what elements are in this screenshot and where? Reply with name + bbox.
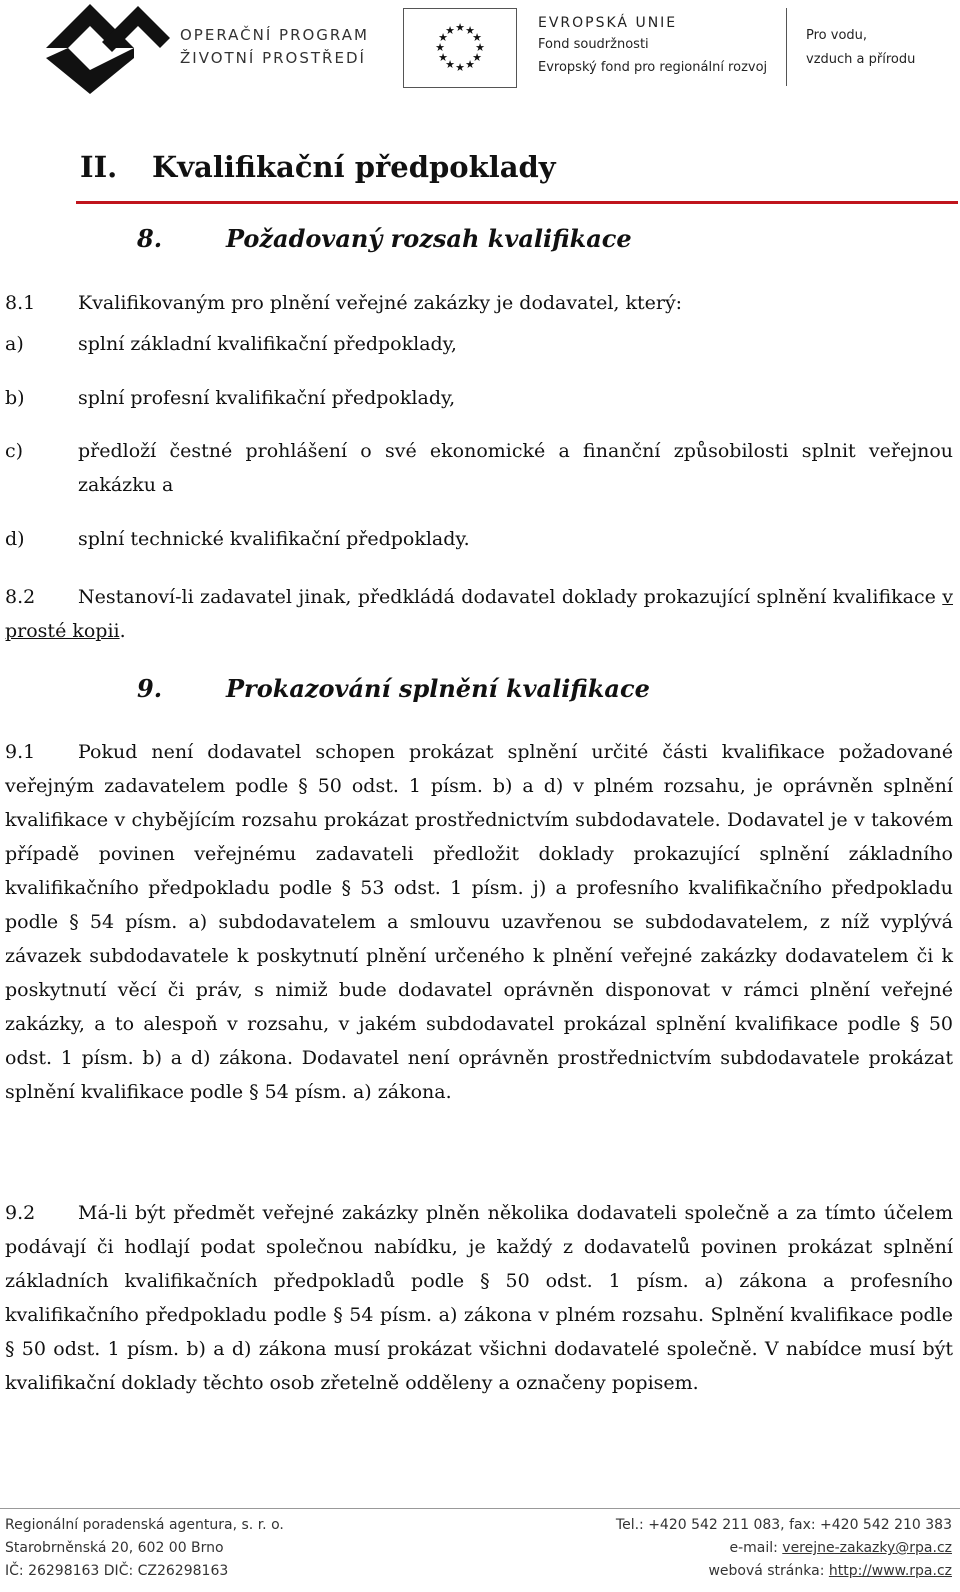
footer-divider	[0, 1508, 960, 1509]
section-8-number: 8.	[137, 224, 163, 253]
header-divider	[786, 8, 787, 86]
svg-text:★: ★	[438, 51, 448, 64]
paragraph-text: Pokud není dodavatel schopen prokázat splnění určité části kvalifikace požadované veřejným zadavatelem podle § 50 odst. 1 písm. b) a d) v plném rozsahu, je oprávněn splnění kvalifikace v chybějícím rozsahu prokázat prostřednictvím subdodavatele. Dodavatel je v takovém případě povinen veřejnému zadavateli předložit doklady prokazující splnění základního kvalifikačního předpokladu podle § 53 odst. 1 písm. j) a profesního kvalifikačního předpokladu podle § 54 písm. a) subdodavatelem a smlouvu uzavřenou se subdodavatelem, z níž vyplývá závazek subdodavatele k poskytnutí plnění určeného k plnění veřejné zakázky dodavatelem či k poskytnutí věcí či práv, s nimiž bude dodavatel oprávněn disponovat v rámci plnění veřejné zakázky, a to alespoň v rozsahu, v jakém subdodavatel prokázal splnění kvalifikace podle § 50 odst. 1 písm. b) a d) zákona. Dodavatel není oprávněn prostřednictvím subdodavatele prokázat splnění kvalifikace podle § 54 písm. a) zákona.	[5, 741, 953, 1103]
eu-line3: Evropský fond pro regionální rozvoj	[538, 60, 768, 75]
list-item-label: d)	[5, 528, 25, 550]
footer-email	[616, 1537, 952, 1560]
svg-text:★: ★	[465, 58, 475, 71]
list-item-text: splní základní kvalifikační předpoklady,	[78, 333, 457, 355]
footer-address: Starobrněnská 20, 602 00 Brno	[5, 1540, 224, 1556]
slogan-line2: vzduch a přírodu	[806, 52, 916, 67]
paragraph-text: Má-li být předmět veřejné zakázky plněn několika dodavateli společně a za tímto účelem podávají či hodlají podat společnou nabídku, je každý z dodavatelů povinen prokázat splnění základních kvalifikačních předpokladů podle § 50 odst. 1 písm. a) zákona a profesního kvalifikačního předpokladu podle § 54 písm. a) zákona v plném rozsahu. Splnění kvalifikace podle § 50 odst. 1 písm. b) a d) zákona musí prokázat všichni dodavatelé společně. V nabídce musí být kvalifikační doklady těchto osob zřetelně odděleny a označeny popisem.	[5, 1202, 953, 1394]
chapter-number: II.	[80, 150, 118, 184]
opzp-line2: ŽIVOTNÍ PROSTŘEDÍ	[180, 49, 366, 67]
list-item	[5, 522, 953, 556]
svg-text:★: ★	[438, 31, 448, 44]
footer-email-label: e-mail:	[729, 1540, 783, 1556]
paragraph-number: 9.2	[5, 1202, 36, 1224]
list-item-label: c)	[5, 440, 24, 462]
paragraph-text: Kvalifikovaným pro plnění veřejné zakázky je dodavatel, který:	[78, 292, 683, 314]
svg-text:★: ★	[435, 41, 445, 54]
eu-logo-text	[538, 12, 767, 80]
list-item-text: splní technické kvalifikační předpoklady.	[78, 528, 470, 550]
svg-text:★: ★	[475, 41, 485, 54]
list-item-text: splní profesní kvalifikační předpoklady,	[78, 387, 456, 409]
footer-company	[5, 1514, 284, 1583]
header-slogan	[806, 24, 915, 72]
website-link[interactable]: http://www.rpa.cz	[828, 1563, 952, 1579]
eu-line2: Fond soudržnosti	[538, 37, 649, 52]
list-item-text: předloží čestné prohlášení o své ekonomické a finanční způsobilosti splnit veřejnou zakázku a	[78, 440, 953, 496]
page-footer	[0, 1508, 960, 1592]
paragraph-8-2	[5, 580, 953, 648]
eu-line1: EVROPSKÁ UNIE	[538, 15, 678, 31]
svg-text:★: ★	[445, 58, 455, 71]
svg-text:★: ★	[472, 31, 482, 44]
chapter-heading	[80, 150, 556, 184]
paragraph-number: 8.2	[5, 586, 36, 608]
section-8-heading	[137, 224, 632, 253]
section-9-number: 9.	[137, 674, 163, 703]
page-header	[0, 0, 960, 100]
opzp-logo-text	[180, 24, 369, 70]
slogan-line1: Pro vodu,	[806, 28, 868, 43]
paragraph-9-1	[5, 735, 953, 1109]
eu-flag-icon	[403, 8, 517, 88]
list-item-label: b)	[5, 387, 25, 409]
underlined-text: v prosté kopii	[5, 586, 953, 642]
footer-web-label: webová stránka:	[708, 1563, 829, 1579]
paragraph-8-1	[5, 286, 953, 320]
list-item	[5, 327, 953, 361]
svg-text:★: ★	[472, 51, 482, 64]
paragraph-9-2	[5, 1196, 953, 1400]
svg-text:★: ★	[455, 61, 465, 74]
svg-text:★: ★	[455, 21, 465, 34]
paragraph-end: .	[119, 620, 126, 642]
chapter-title: Kvalifikační předpoklady	[152, 150, 556, 184]
svg-text:★: ★	[465, 24, 475, 37]
paragraph-number: 8.1	[5, 292, 36, 314]
footer-contacts	[616, 1514, 952, 1583]
footer-company-name: Regionální poradenská agentura, s. r. o.	[5, 1517, 284, 1533]
section-9-title: Prokazování splnění kvalifikace	[226, 674, 650, 703]
email-link[interactable]: verejne-zakazky@rpa.cz	[782, 1540, 952, 1556]
opzp-line1: OPERAČNÍ PROGRAM	[180, 26, 369, 44]
paragraph-text: Nestanoví-li zadavatel jinak, předkládá dodavatel doklady prokazující splnění kvalifikace	[78, 586, 943, 608]
section-8-title: Požadovaný rozsah kvalifikace	[226, 224, 632, 253]
list-item	[5, 381, 953, 415]
chapter-underline	[76, 201, 958, 204]
section-9-heading	[137, 674, 650, 703]
footer-ids: IČ: 26298163 DIČ: CZ26298163	[5, 1563, 229, 1579]
list-item	[5, 434, 953, 502]
svg-text:★: ★	[445, 24, 455, 37]
list-item-label: a)	[5, 333, 24, 355]
opzp-logo-icon	[42, 2, 174, 94]
footer-phone: Tel.: +420 542 211 083, fax: +420 542 210 383	[615, 1517, 952, 1533]
paragraph-number: 9.1	[5, 741, 36, 763]
footer-web	[616, 1560, 952, 1583]
